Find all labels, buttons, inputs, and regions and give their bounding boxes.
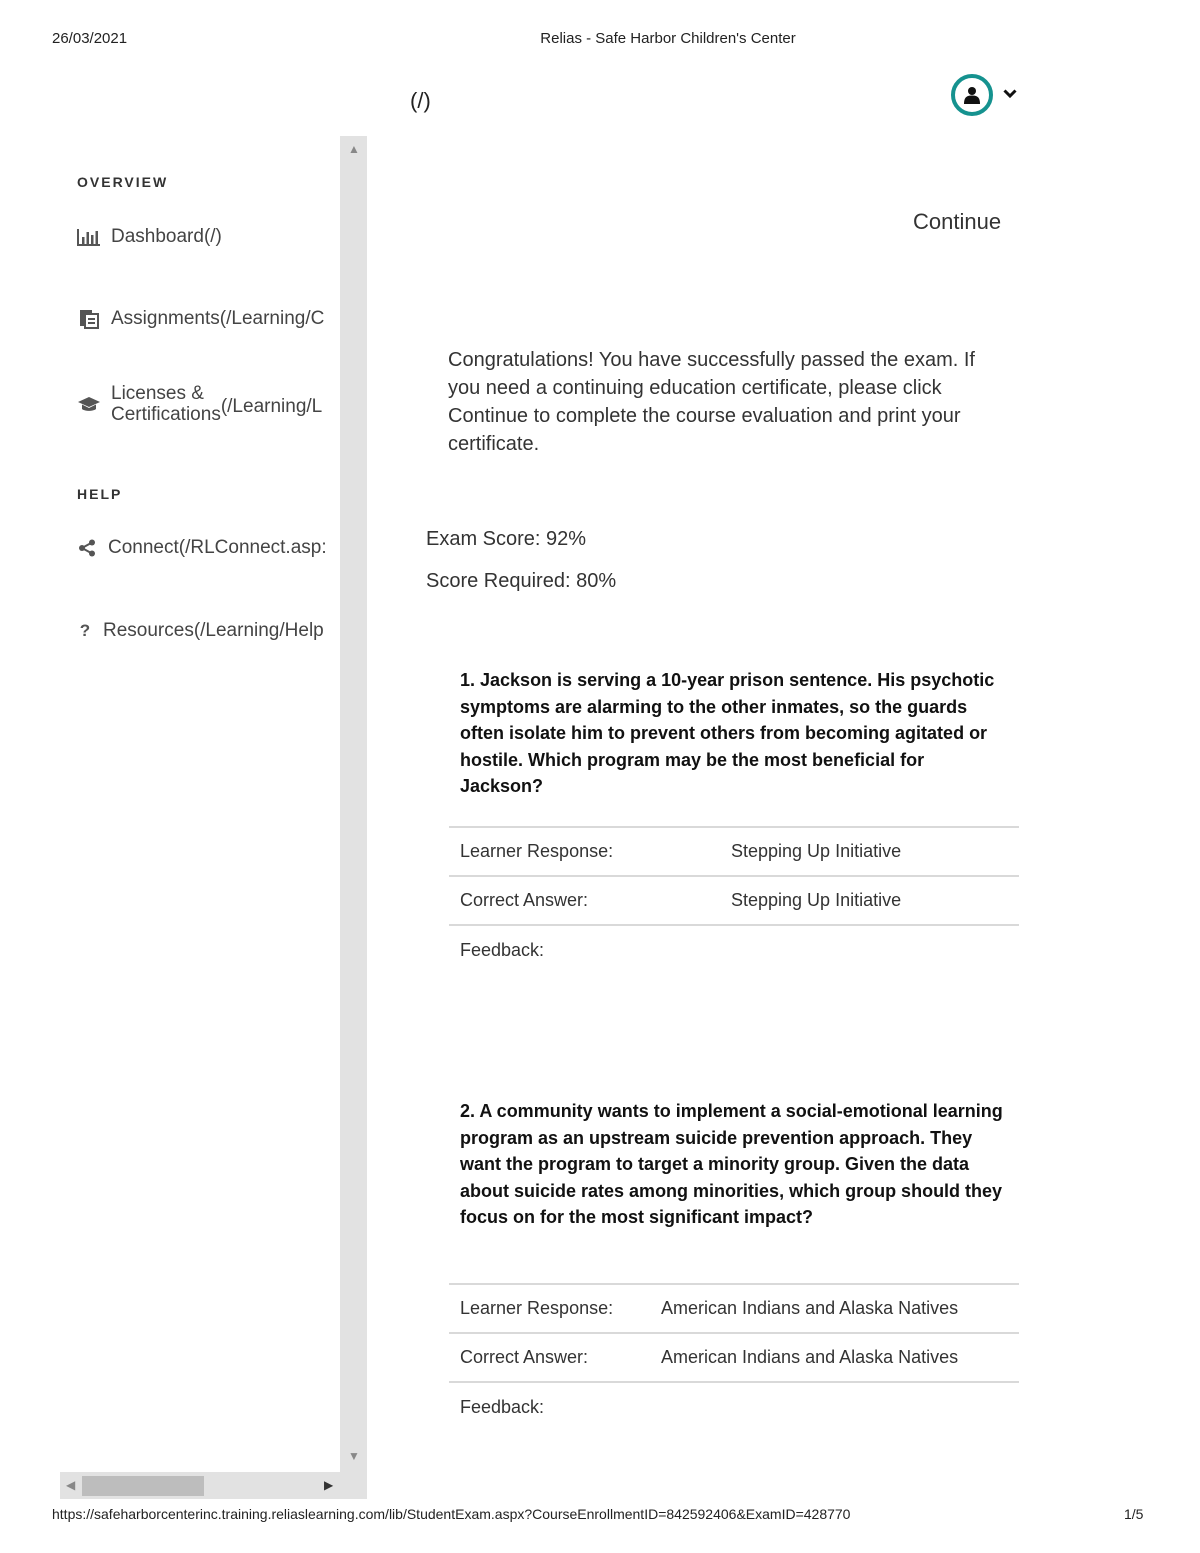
sidebar-item-label: Dashboard(/) — [111, 226, 222, 247]
question-icon: ? — [79, 621, 91, 640]
user-menu-chevron-down-icon[interactable] — [1003, 87, 1017, 102]
scroll-left-arrow-icon[interactable]: ◀ — [66, 1478, 76, 1492]
overview-heading: OVERVIEW — [77, 174, 169, 190]
assignments-icon — [77, 309, 101, 329]
table-row — [449, 1382, 1019, 1437]
table-row — [449, 925, 1019, 1000]
sidebar-item-assignments[interactable] — [77, 308, 324, 330]
table-row — [449, 876, 1019, 925]
user-avatar[interactable] — [951, 74, 993, 116]
sidebar-item-label: Connect(/RLConnect.asp: — [108, 537, 327, 558]
sidebar-vertical-scrollbar[interactable] — [340, 136, 367, 1472]
continue-button[interactable]: Continue — [913, 209, 1002, 234]
exam-score: Exam Score: 92% — [426, 528, 587, 550]
scrollbar-thumb[interactable] — [82, 1476, 204, 1496]
sidebar-item-link: (/Learning/L — [220, 396, 323, 417]
learner-response-label: Learner Response: — [449, 827, 720, 876]
correct-answer-value: Stepping Up Initiative — [720, 876, 1019, 925]
sidebar-item-dashboard[interactable] — [77, 226, 222, 248]
question-2-text: 2. A community wants to implement a social-emotional learning program as an upstream suicide prevention approach. They want the program to target a minority group. Given the data about suicide rates among minorities, which group should they focus on for the most significant impact? — [460, 1101, 1003, 1227]
user-icon — [964, 86, 980, 104]
home-logo-link[interactable]: (/) — [410, 88, 431, 113]
question-1-answers — [449, 826, 1019, 1000]
table-row — [449, 827, 1019, 876]
table-row — [449, 1284, 1019, 1333]
scroll-right-arrow-icon[interactable]: ▶ — [324, 1478, 334, 1492]
question-1-text: 1. Jackson is serving a 10-year prison sentence. His psychotic symptoms are alarming to the other inmates, so the guards often isolate him to prevent others from becoming agitated or hostile. Which program may be the most beneficial for Jackson? — [460, 670, 995, 796]
question-2-answers — [449, 1283, 1019, 1437]
sidebar-item-resources[interactable] — [77, 620, 324, 642]
scroll-up-arrow-icon[interactable]: ▲ — [348, 142, 360, 156]
table-row — [449, 1333, 1019, 1382]
sidebar-item-licenses[interactable] — [77, 383, 322, 425]
scroll-down-arrow-icon[interactable]: ▼ — [348, 1449, 360, 1463]
print-page-number: 1/5 — [1124, 1506, 1144, 1522]
learner-response-value: Stepping Up Initiative — [720, 827, 1019, 876]
sidebar-item-label-line1: Licenses & — [111, 383, 204, 404]
sidebar-item-connect[interactable] — [77, 537, 327, 559]
congratulations-message: Congratulations! You have successfully passed the exam. If you need a continuing education certificate, please click Continue to complete the course evaluation and print your certificate. — [448, 349, 975, 455]
graduation-cap-icon — [77, 395, 101, 413]
print-title: Relias - Safe Harbor Children's Center — [540, 30, 796, 47]
sidebar-item-label: Resources(/Learning/Help — [103, 620, 324, 641]
feedback-label: Feedback: — [449, 1382, 650, 1437]
print-date: 26/03/2021 — [52, 30, 128, 47]
scrollbar-corner — [340, 1472, 367, 1499]
learner-response-label: Learner Response: — [449, 1284, 650, 1333]
feedback-label: Feedback: — [449, 925, 720, 1000]
bar-chart-icon — [77, 228, 101, 246]
sidebar-item-label-line2: Certifications — [111, 404, 221, 425]
learner-response-value: American Indians and Alaska Natives — [650, 1284, 1019, 1333]
help-heading: HELP — [77, 486, 123, 502]
score-required: Score Required: 80% — [426, 570, 617, 592]
correct-answer-label: Correct Answer: — [449, 876, 720, 925]
share-icon — [77, 539, 97, 557]
correct-answer-value: American Indians and Alaska Natives — [650, 1333, 1019, 1382]
print-url: https://safeharborcenterinc.training.reliaslearning.com/lib/StudentExam.aspx?CourseEnrollmentID=842592406&ExamID=428770 — [52, 1506, 851, 1522]
sidebar — [60, 136, 342, 1472]
sidebar-horizontal-scrollbar[interactable] — [60, 1472, 340, 1499]
sidebar-item-label: Assignments(/Learning/C — [111, 308, 325, 329]
correct-answer-label: Correct Answer: — [449, 1333, 650, 1382]
